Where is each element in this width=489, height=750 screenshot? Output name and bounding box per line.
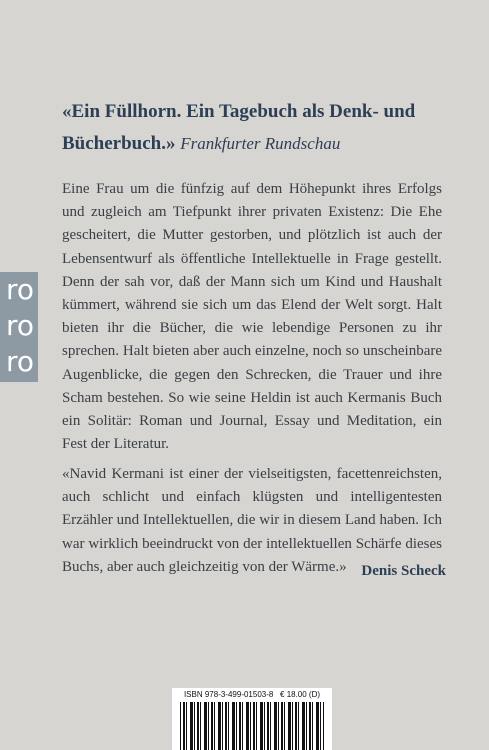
isbn-number: ISBN 978-3-499-01503-8 (183, 690, 274, 699)
rororo-logo (0, 272, 38, 382)
press-quote-text: «Ein Füllhorn. Ein Tagebuch als Denk- und Bücherbuch.» (62, 101, 416, 154)
logo-row-3: ro (5, 345, 35, 378)
book-blurb: Eine Frau um die fünfzig auf dem Höhepunkt ihres Erfolgs und zugleich am Tiefpunkt ihrer privaten Existenz: Die Ehe gescheitert, die Mutter gestorben, und plötzlich ist auch der Lebensentwurf als öffentliche Intellektuelle in Frage gestellt. Denn der sah vor, daß der Mann sich um Kind und Haushalt kümmert, während sie sich um das Elend der Welt sorgt. Halt bieten ihr die Bücher, die wie lebendige Personen zu ihr sprechen. Halt bieten aber auch einzelne, noch so unscheinbare Augenblicke, die gegen den Schrecken, die Trauer und ihre Scham bestehen. So wie seine Heldin ist auch Kermanis Buch ein Solitär: Roman und Journal, Essay und Meditation, ein Fest der Literatur. (62, 181, 442, 453)
isbn-line (172, 690, 332, 699)
barcode (172, 688, 332, 750)
press-quote-source: Frankfurter Rundschau (180, 134, 341, 153)
logo-row-1: ro (5, 273, 35, 306)
barcode-bars (180, 702, 324, 750)
price: € 18.00 (D) (280, 690, 321, 699)
reviewer-name: Denis Scheck (361, 563, 446, 579)
review-quote: «Navid Kermani ist einer der vielseitigsten, facettenreichsten, auch schlicht und einfach klügsten und intelligentesten Erzähler und Intellektuellen, die wir in diesem Land haben. Ich war wirklich beeindruckt von der intellektuellen Schärfe dieses Buchs, aber auch gleichzeitig von der Wärme.» (62, 466, 442, 575)
logo-row-2: ro (5, 309, 35, 342)
press-quote (62, 96, 442, 160)
